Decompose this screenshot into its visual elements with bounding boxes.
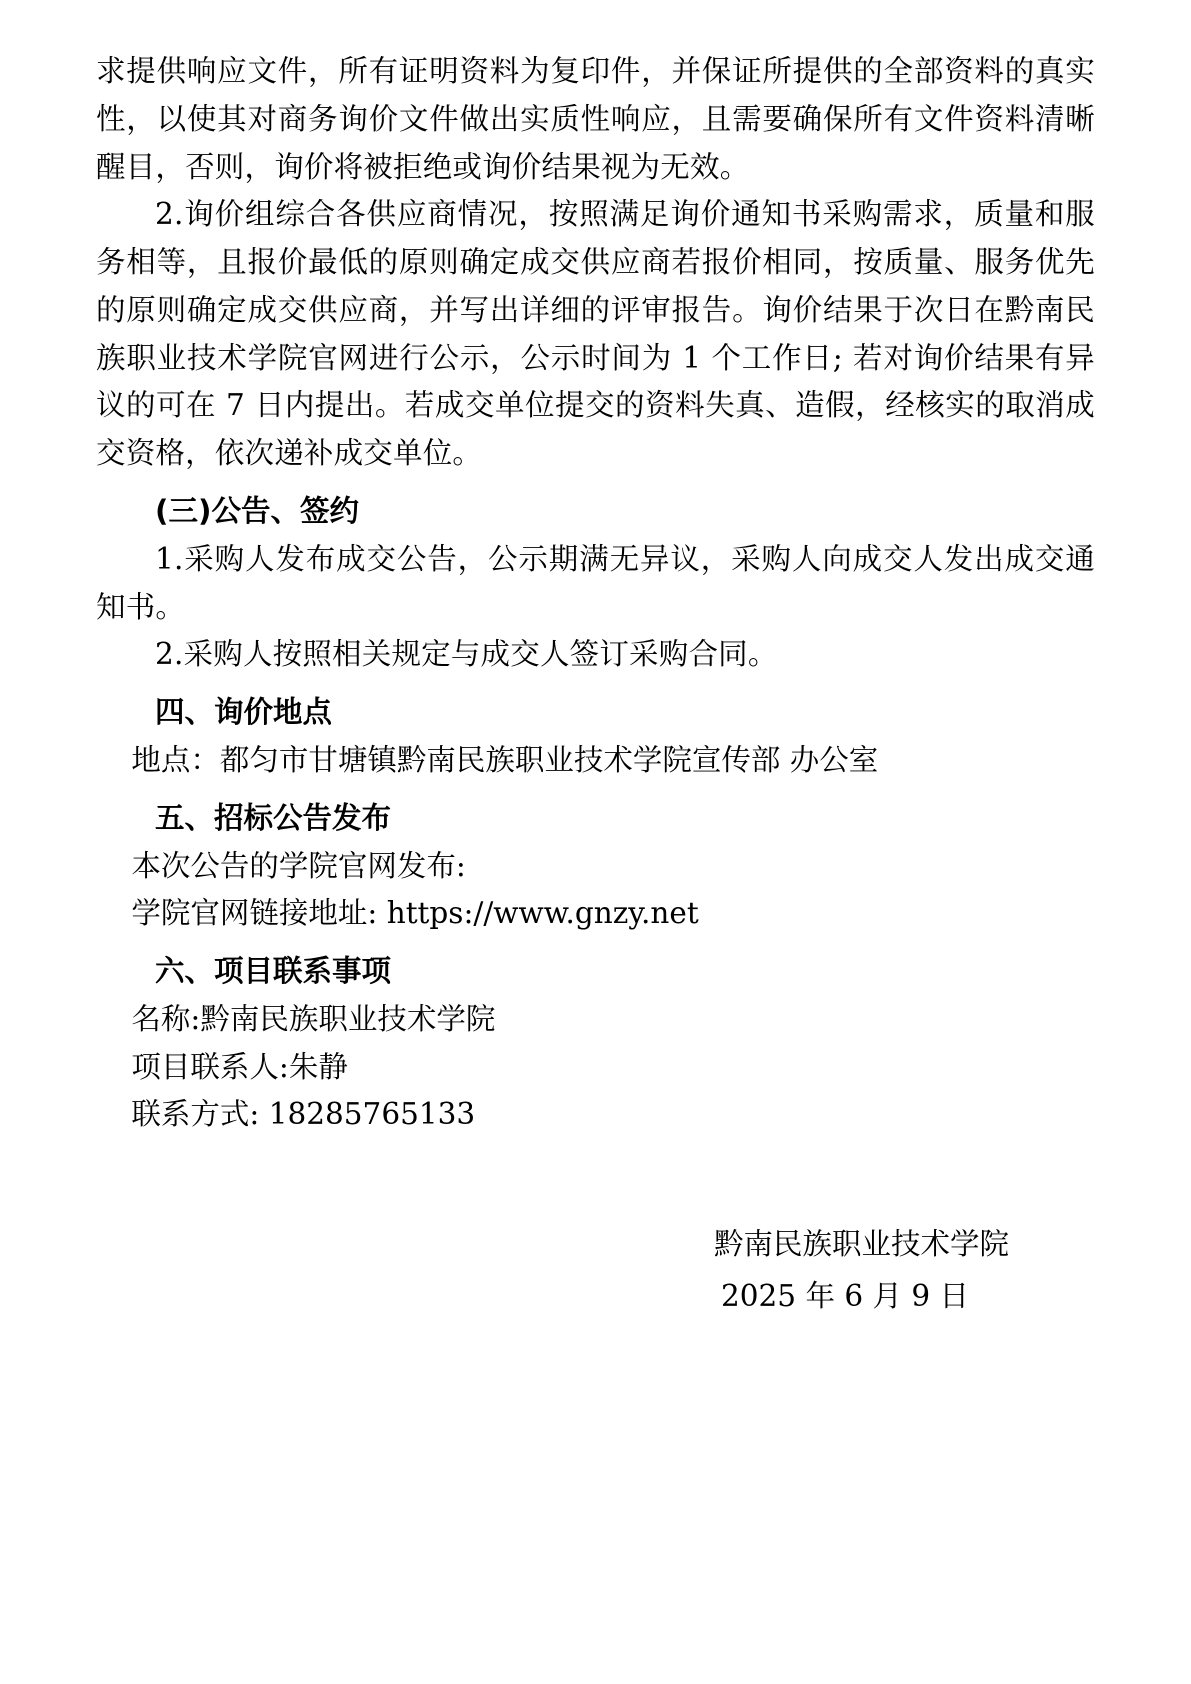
contact-phone-line: 联系方式: 18285765133 [131,1097,476,1132]
section-heading-inquiry-location: 四、询价地点 [155,695,333,730]
signature-organization: 黔南民族职业技术学院 [713,1227,1009,1262]
contact-person-line: 项目联系人:朱静 [131,1049,348,1084]
announcement-item-2: 2.采购人按照相关规定与成交人签订采购合同。 [155,637,778,672]
announcement-item-1: 1.采购人发布成交公告，公示期满无异议，采购人向成交人发出成交通知书。 [96,541,1095,624]
contact-organization-line: 名称:黔南民族职业技术学院 [131,1001,496,1036]
signature-block [96,1219,1095,1322]
section-heading-announcement: (三)公告、签约 [155,494,359,529]
inquiry-location-line: 地点：都匀市甘塘镇黔南民族职业技术学院宣传部 办公室 [131,742,879,777]
bid-announcement-line-2: 学院官网链接地址: https://www.gnzy.net [131,896,699,931]
paragraph-inquiry-group: 2.询价组综合各供应商情况，按照满足询价通知书采购需求，质量和服务相等，且报价最低的原则确定成交供应商若报价相同，按质量、服务优先的原则确定成交供应商，并写出详细的评审报告。询价结果于次日在黔南民族职业技术学院官网进行公示，公示时间为 1 个工作日; 若对询价结果有异议的可在 7 日内提出。若成交单位提交的资料失真、造假，经核实的取消成交资格，依次递补成交单位。 [96,197,1095,471]
section-heading-contact: 六、项目联系事项 [155,954,392,989]
signature-date: 2025 年 6 月 9 日 [721,1278,969,1313]
paragraph-continuation: 求提供响应文件，所有证明资料为复印件，并保证所提供的全部资料的真实性，以使其对商务询价文件做出实质性响应，且需要确保所有文件资料清晰醒目，否则，询价将被拒绝或询价结果视为无效。 [96,54,1095,184]
section-heading-bid-announcement: 五、招标公告发布 [155,800,392,835]
bid-announcement-line-1: 本次公告的学院官网发布: [131,848,466,883]
